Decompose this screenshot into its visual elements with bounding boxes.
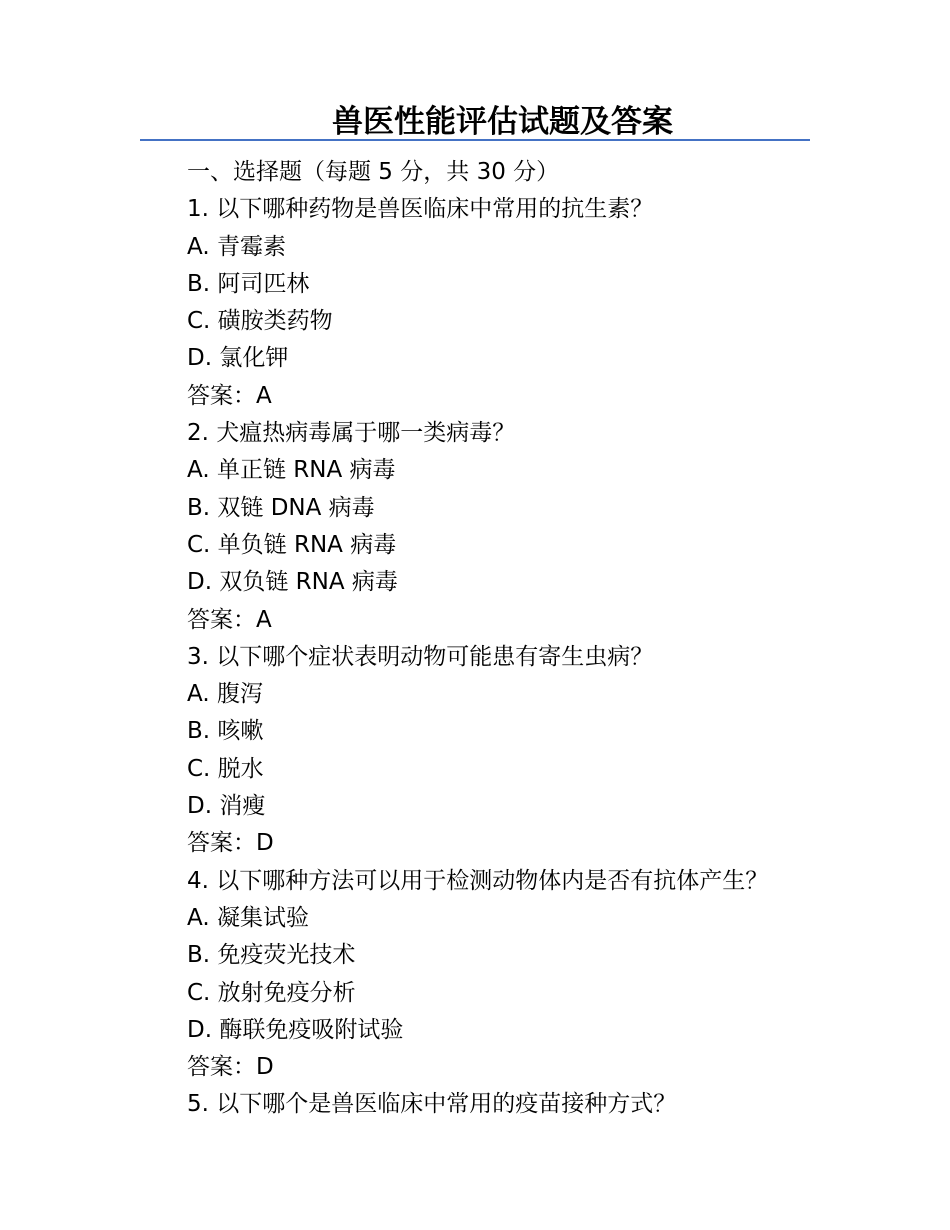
question-2-option-a: A. 单正链 RNA 病毒	[187, 457, 396, 484]
question-4-answer: 答案：D	[187, 1054, 274, 1081]
question-4-option-c: C. 放射免疫分析	[187, 979, 356, 1006]
question-3-option-d: D. 消瘦	[187, 793, 266, 820]
question-4-option-b: B. 免疫荧光技术	[187, 942, 356, 969]
question-1-option-c: C. 磺胺类药物	[187, 308, 333, 335]
question-2-answer: 答案：A	[187, 606, 272, 633]
document-body	[187, 154, 927, 1124]
question-4-option-d: D. 酶联免疫吸附试验	[187, 1016, 404, 1043]
question-1-option-d: D. 氯化钾	[187, 345, 289, 372]
question-1-option-a: A. 青霉素	[187, 233, 286, 260]
question-1-option-b: B. 阿司匹林	[187, 270, 310, 297]
title-underline	[140, 139, 810, 141]
question-4: 4. 以下哪种方法可以用于检测动物体内是否有抗体产生？	[187, 867, 769, 894]
question-3-option-a: A. 腹泻	[187, 681, 263, 708]
section-heading: 一、选择题（每题 5 分，共 30 分）	[187, 159, 560, 185]
question-1-answer: 答案：A	[187, 382, 272, 409]
question-3-option-b: B. 咳嗽	[187, 718, 264, 745]
question-3-option-c: C. 脱水	[187, 755, 264, 782]
question-2-option-b: B. 双链 DNA 病毒	[187, 494, 375, 521]
question-3: 3. 以下哪个症状表明动物可能患有寄生虫病？	[187, 643, 654, 670]
document-title: 兽医性能评估试题及答案	[332, 104, 673, 140]
question-1: 1. 以下哪种药物是兽医临床中常用的抗生素？	[187, 196, 654, 223]
question-4-option-a: A. 凝集试验	[187, 904, 309, 931]
question-2-option-d: D. 双负链 RNA 病毒	[187, 569, 398, 596]
question-3-answer: 答案：D	[187, 830, 274, 857]
question-2: 2. 犬瘟热病毒属于哪一类病毒？	[187, 420, 516, 447]
question-2-option-c: C. 单负链 RNA 病毒	[187, 531, 397, 558]
question-5: 5. 以下哪个是兽医临床中常用的疫苗接种方式？	[187, 1091, 677, 1118]
